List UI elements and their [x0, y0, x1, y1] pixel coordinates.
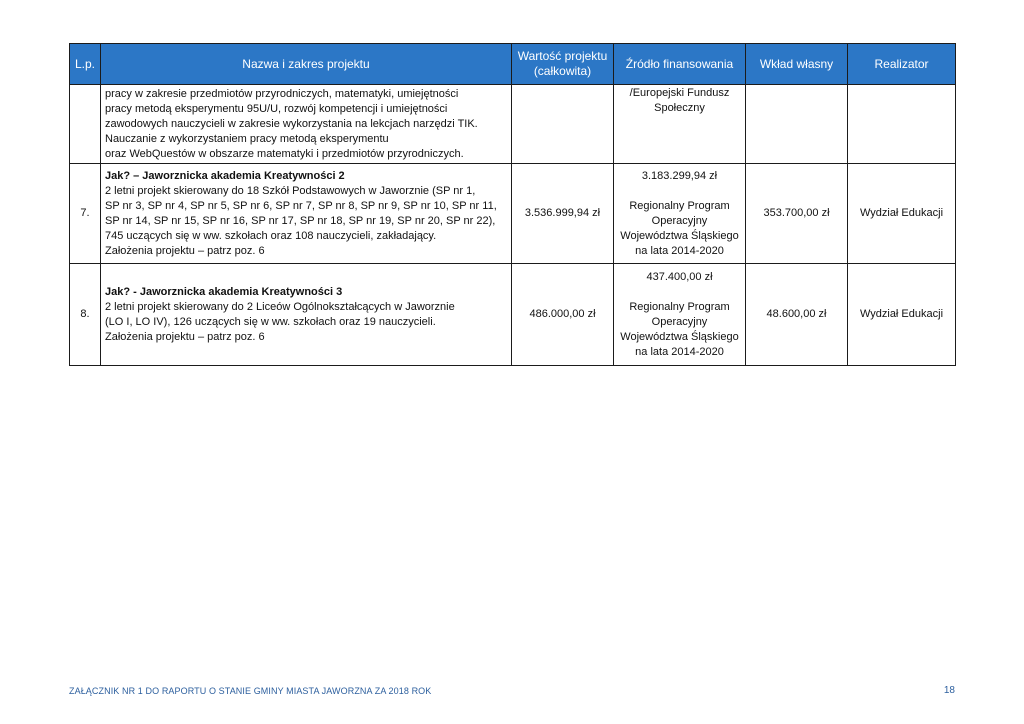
row-value — [512, 85, 614, 164]
row-source — [614, 85, 746, 164]
row-own-contribution — [746, 85, 848, 164]
source-amount: 437.400,00 zł — [646, 270, 713, 283]
project-title: Jak? - Jaworznicka akademia Kreatywności 3 — [105, 285, 343, 298]
table-header-row — [70, 44, 956, 85]
row-lp: 8. — [70, 264, 101, 366]
projects-table — [69, 43, 956, 366]
description-line: 745 uczących się w ww. szkołach oraz 108 nauczycieli, zakładający. — [105, 229, 437, 242]
table-row — [70, 164, 956, 264]
source-line: Operacyjny — [651, 315, 708, 328]
row-value: 486.000,00 zł — [512, 264, 614, 366]
source-line: /Europejski Fundusz — [629, 87, 730, 99]
row-description — [101, 85, 512, 164]
source-line: Regionalny Program — [629, 199, 730, 212]
header-value — [512, 44, 614, 85]
source-line: Społeczny — [654, 102, 705, 114]
description-line: SP nr 3, SP nr 4, SP nr 5, SP nr 6, SP nr 7, SP nr 8, SP nr 9, SP nr 10, SP nr 11, — [105, 199, 497, 212]
header-source: Źródło finansowania — [614, 44, 746, 85]
row-source — [614, 264, 746, 366]
description-line: pracy w zakresie przedmiotów przyrodniczych, matematyki, umiejętności — [105, 87, 459, 100]
row-executor — [848, 85, 956, 164]
footer-report-title: ZAŁĄCZNIK NR 1 DO RAPORTU O STANIE GMINY MIASTA JAWORZNA ZA 2018 ROK — [69, 686, 432, 696]
table-row — [70, 85, 956, 164]
header-lp: L.p. — [70, 44, 101, 85]
row-description — [101, 164, 512, 264]
table-row — [70, 264, 956, 366]
source-line: Operacyjny — [651, 214, 708, 227]
row-lp: 7. — [70, 164, 101, 264]
row-lp — [70, 85, 101, 164]
row-description — [101, 264, 512, 366]
row-own-contribution: 48.600,00 zł — [746, 264, 848, 366]
row-value: 3.536.999,94 zł — [512, 164, 614, 264]
source-line: Regionalny Program — [629, 300, 730, 313]
description-line: oraz WebQuestów w obszarze matematyki i przedmiotów przyrodniczych. — [105, 147, 464, 160]
description-line: pracy metodą eksperymentu 95U/U, rozwój kompetencji i umiejętności — [105, 102, 448, 115]
page-number: 18 — [943, 685, 955, 696]
source-line: na lata 2014-2020 — [635, 345, 724, 358]
row-executor: Wydział Edukacji — [848, 264, 956, 366]
source-line: Województwa Śląskiego — [620, 330, 739, 343]
description-line: (LO I, LO IV), 126 uczących się w ww. szkołach oraz 19 nauczycieli. — [105, 315, 436, 328]
row-executor: Wydział Edukacji — [848, 164, 956, 264]
header-executor: Realizator — [848, 44, 956, 85]
description-line: 2 letni projekt skierowany do 2 Liceów Ogólnokształcących w Jaworznie — [105, 300, 455, 313]
project-title: Jak? – Jaworznicka akademia Kreatywności 2 — [105, 169, 345, 182]
header-value-line1: Wartość projektu — [517, 49, 608, 63]
description-line: Nauczanie z wykorzystaniem pracy metodą eksperymentu — [105, 132, 389, 145]
row-source — [614, 164, 746, 264]
description-line: SP nr 14, SP nr 15, SP nr 16, SP nr 17, SP nr 18, SP nr 19, SP nr 20, SP nr 22), — [105, 214, 496, 227]
header-value-line2: (całkowita) — [533, 64, 592, 78]
source-amount: 3.183.299,94 zł — [641, 169, 718, 182]
header-own: Wkład własny — [746, 44, 848, 85]
row-own-contribution: 353.700,00 zł — [746, 164, 848, 264]
source-line: na lata 2014-2020 — [635, 244, 724, 257]
description-line: 2 letni projekt skierowany do 18 Szkół Podstawowych w Jaworznie (SP nr 1, — [105, 184, 476, 197]
description-line: Założenia projektu – patrz poz. 6 — [105, 330, 265, 343]
description-line: Założenia projektu – patrz poz. 6 — [105, 244, 265, 257]
description-line: zawodowych nauczycieli w zakresie wykorzystania na lekcjach narzędzi TIK. — [105, 117, 478, 130]
header-name: Nazwa i zakres projektu — [101, 44, 512, 85]
source-line: Województwa Śląskiego — [620, 229, 739, 242]
